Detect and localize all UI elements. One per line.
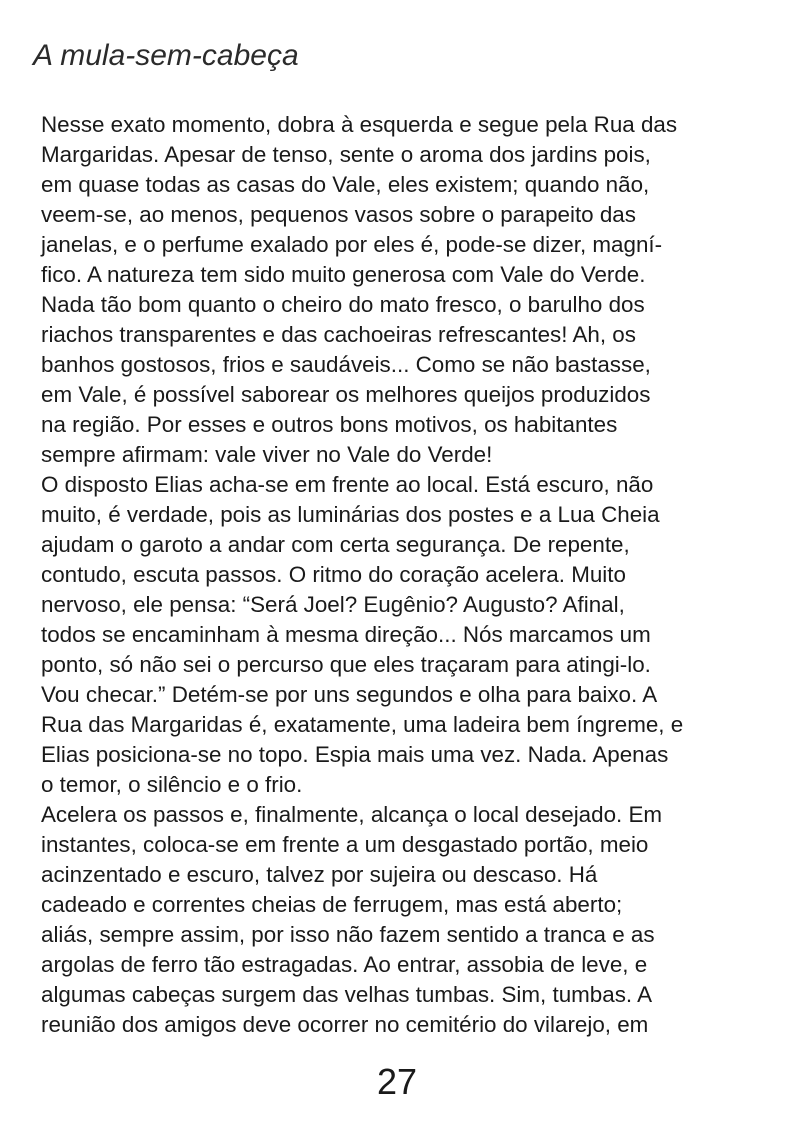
text-line: ponto, só não sei o percurso que eles traçaram para atingi-lo.: [41, 652, 651, 677]
text-line: na região. Por esses e outros bons motivos, os habitantes: [41, 412, 618, 437]
text-line: instantes, coloca-se em frente a um desgastado portão, meio: [41, 832, 649, 857]
text-line: argolas de ferro tão estragadas. Ao entrar, assobia de leve, e: [41, 952, 648, 977]
text-line: aliás, sempre assim, por isso não fazem sentido a tranca e as: [41, 922, 655, 947]
text-line: O disposto Elias acha-se em frente ao local. Está escuro, não: [41, 472, 654, 497]
text-line: em quase todas as casas do Vale, eles existem; quando não,: [41, 172, 650, 197]
text-line: Vou checar.” Detém-se por uns segundos e olha para baixo. A: [41, 682, 658, 707]
text-line: ajudam o garoto a andar com certa segurança. De repente,: [41, 532, 630, 557]
text-line: Nesse exato momento, dobra à esquerda e segue pela Rua das: [41, 112, 678, 137]
text-line: Nada tão bom quanto o cheiro do mato fresco, o barulho dos: [41, 292, 645, 317]
running-header: A mula-sem-cabeça: [33, 39, 299, 72]
text-line: acinzentado e escuro, talvez por sujeira ou descaso. Há: [41, 862, 598, 887]
body-text: [41, 110, 761, 1040]
text-line: algumas cabeças surgem das velhas tumbas. Sim, tumbas. A: [41, 982, 653, 1007]
text-line: cadeado e correntes cheias de ferrugem, mas está aberto;: [41, 892, 623, 917]
text-line: Elias posiciona-se no topo. Espia mais uma vez. Nada. Apenas: [41, 742, 669, 767]
text-line: riachos transparentes e das cachoeiras refrescantes! Ah, os: [41, 322, 636, 347]
text-line: em Vale, é possível saborear os melhores queijos produzidos: [41, 382, 651, 407]
text-line: Acelera os passos e, finalmente, alcança o local desejado. Em: [41, 802, 663, 827]
text-line: Margaridas. Apesar de tenso, sente o aroma dos jardins pois,: [41, 142, 651, 167]
text-line: banhos gostosos, frios e saudáveis... Como se não bastasse,: [41, 352, 651, 377]
text-line: veem-se, ao menos, pequenos vasos sobre o parapeito das: [41, 202, 636, 227]
text-line: Rua das Margaridas é, exatamente, uma ladeira bem íngreme, e: [41, 712, 684, 737]
text-line: muito, é verdade, pois as luminárias dos postes e a Lua Cheia: [41, 502, 660, 527]
text-line: janelas, e o perfume exalado por eles é, pode-se dizer, magní-: [41, 232, 663, 257]
text-line: contudo, escuta passos. O ritmo do coração acelera. Muito: [41, 562, 626, 587]
page-number: 27: [376, 1061, 418, 1102]
text-line: todos se encaminham à mesma direção... Nós marcamos um: [41, 622, 651, 647]
text-line: sempre afirmam: vale viver no Vale do Verde!: [41, 442, 493, 467]
text-line: fico. A natureza tem sido muito generosa com Vale do Verde.: [41, 262, 646, 287]
text-line: nervoso, ele pensa: “Será Joel? Eugênio? Augusto? Afinal,: [41, 592, 625, 617]
text-line: reunião dos amigos deve ocorrer no cemitério do vilarejo, em: [41, 1012, 649, 1037]
text-line: o temor, o silêncio e o frio.: [41, 772, 303, 797]
